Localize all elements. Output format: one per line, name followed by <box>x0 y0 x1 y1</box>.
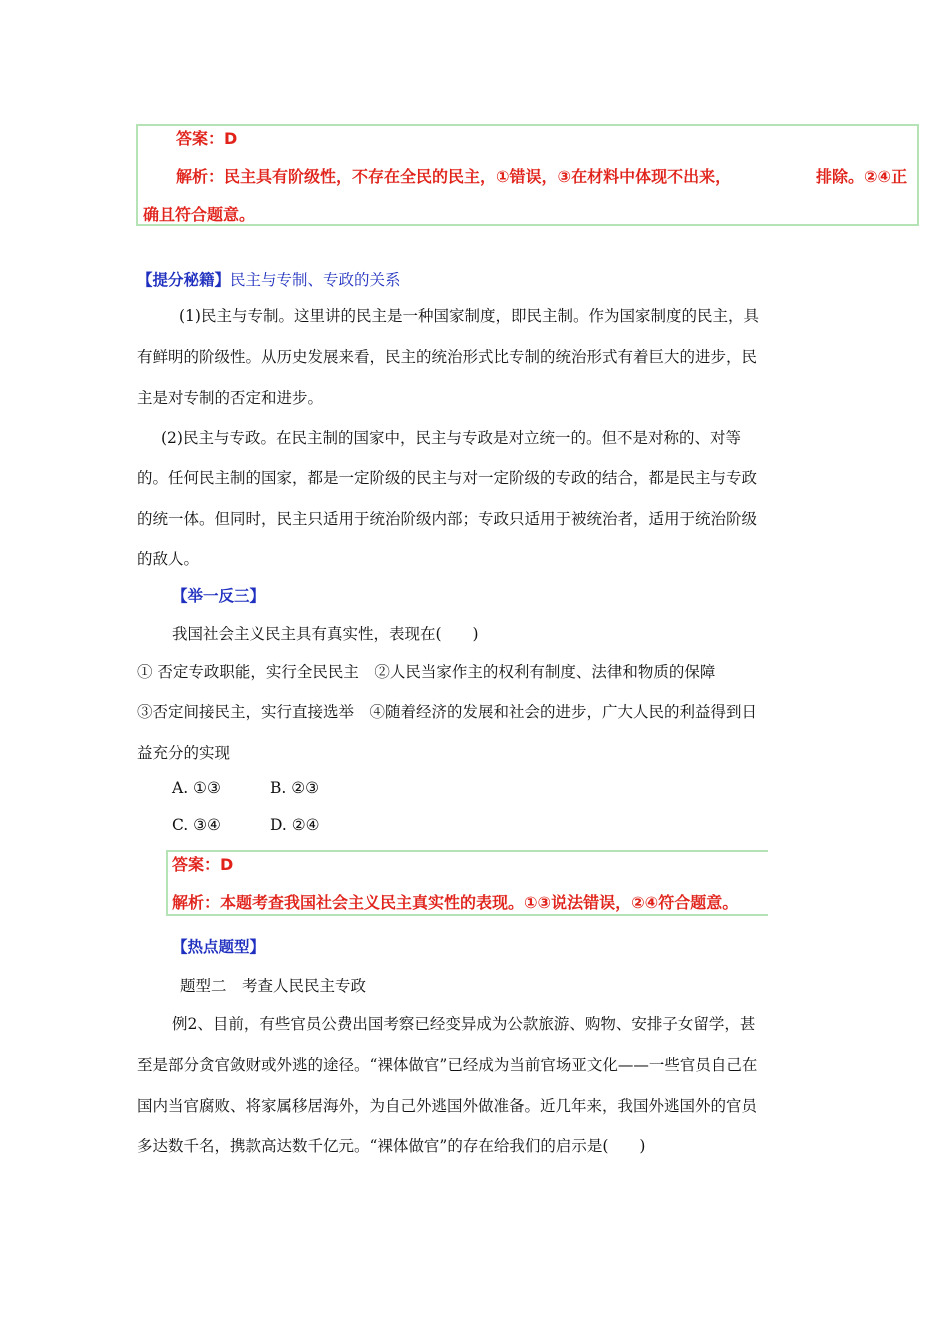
tips-p2-line: 的统一体。但同时，民主只适用于统治阶级内部；专政只适用于被统治者，适用于统治阶级 <box>137 510 758 528</box>
tips-paragraph-1 <box>137 300 817 420</box>
choice-a: A. ①③ <box>172 779 221 797</box>
practice-heading: 【举一反三】 <box>172 587 266 605</box>
practice-options-line3: 益充分的实现 <box>137 744 231 762</box>
answer-1-label: 答案：D <box>176 129 238 148</box>
tips-p1-line: (1)民主与专制。这里讲的民主是一种国家制度，即民主制。作为国家制度的民主，具 <box>179 307 759 325</box>
hot-type-title: 题型二 考查人民民主专政 <box>180 977 367 995</box>
tips-heading-title: 民主与专制、专政的关系 <box>230 271 401 289</box>
hot-example-line: 国内当官腐败、将家属移居海外，为自己外逃国外做准备。近几年来，我国外逃国外的官员 <box>137 1097 758 1115</box>
choice-b: B. ②③ <box>270 779 320 797</box>
hot-example <box>137 1010 817 1170</box>
answer-2-label: 答案：D <box>172 855 234 874</box>
choice-d: D. ②④ <box>270 816 320 834</box>
answer-1-analysis-line2: 确且符合题意。 <box>143 205 256 224</box>
hot-example-line: 至是部分贪官敛财或外逃的途径。“裸体做官”已经成为当前官场亚文化——一些官员自己在 <box>137 1056 758 1074</box>
tips-heading-bracket: 【提分秘籍】 <box>137 271 231 289</box>
tips-p1-line: 有鲜明的阶级性。从历史发展来看，民主的统治形式比专制的统治形式有着巨大的进步，民 <box>137 348 758 366</box>
choice-c: C. ③④ <box>172 816 221 834</box>
tips-p2-line: (2)民主与专政。在民主制的国家中，民主与专政是对立统一的。但不是对称的、对等 <box>161 429 741 447</box>
tips-p1-line: 主是对专制的否定和进步。 <box>137 389 324 407</box>
answer-2-analysis: 解析：本题考查我国社会主义民主真实性的表现。①③说法错误，②④符合题意。 <box>172 893 739 912</box>
tips-paragraph-2 <box>137 422 817 582</box>
answer-1-analysis-line1: 解析：民主具有阶级性，不存在全民的民主，①错误，③在材料中体现不出来， <box>176 167 732 186</box>
hot-example-line: 例2、目前，有些官员公费出国考察已经变异成为公款旅游、购物、安排子女留学，甚 <box>172 1015 756 1033</box>
hot-heading: 【热点题型】 <box>172 938 266 956</box>
practice-options-line1: ① 否定专政职能，实行全民民主 ②人民当家作主的权利有制度、法律和物质的保障 <box>137 663 716 681</box>
practice-options-line2: ③否定间接民主，实行直接选举 ④随着经济的发展和社会的进步，广大人民的利益得到日 <box>137 703 758 721</box>
tips-p2-line: 的。任何民主制的国家，都是一定阶级的民主与对一定阶级的专政的结合，都是民主与专政 <box>137 469 758 487</box>
hot-example-line: 多达数千名，携款高达数千亿元。“裸体做官”的存在给我们的启示是( ) <box>137 1137 646 1155</box>
practice-question: 我国社会主义民主具有真实性，表现在( ) <box>172 625 479 643</box>
tips-p2-line: 的敌人。 <box>137 550 200 568</box>
answer-1-analysis-line1-end: 排除。②④正 <box>816 167 908 186</box>
tips-heading <box>137 268 401 290</box>
